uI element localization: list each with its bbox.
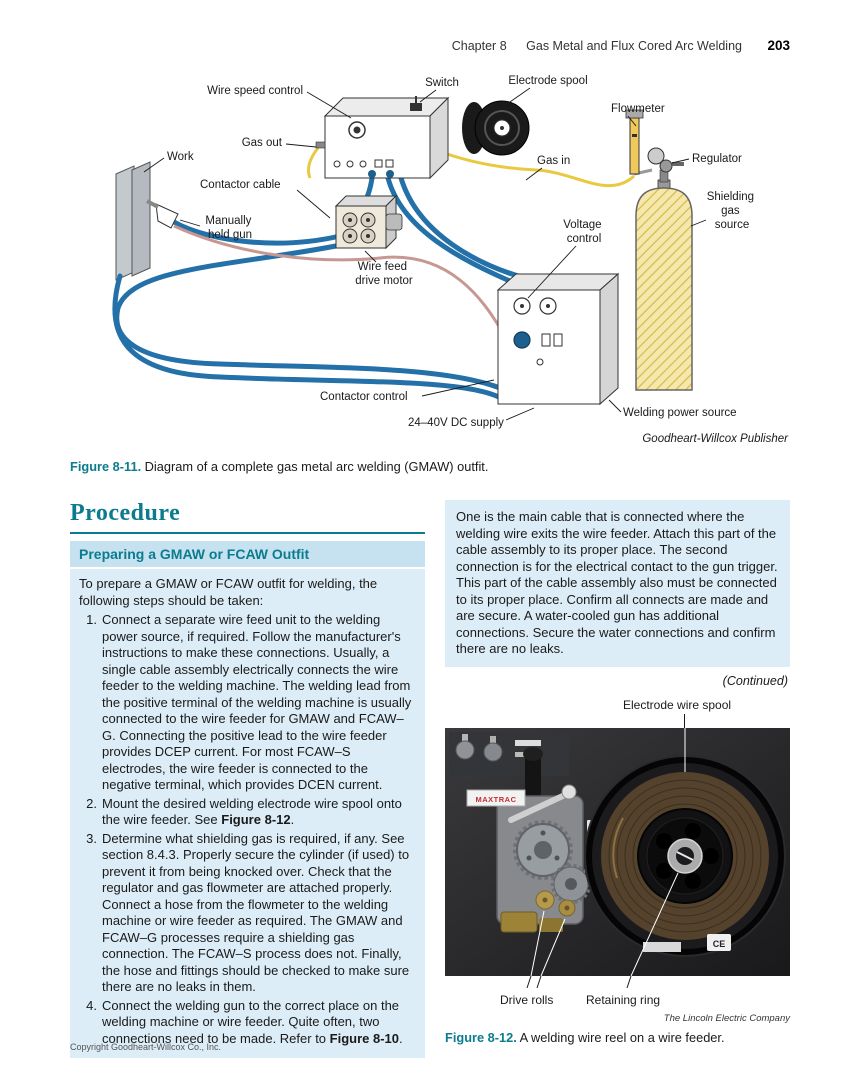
procedure-body <box>70 569 425 1058</box>
step-number: 4. <box>86 997 97 1013</box>
figure-8-11-credit: Goodheart-Willcox Publisher <box>642 433 788 445</box>
work-piece <box>116 162 150 280</box>
figure-8-11-caption-label: Figure 8-11. <box>70 459 142 474</box>
step-number: 1. <box>86 612 97 627</box>
photo-brand-label: MAXTRAC <box>475 794 517 804</box>
label-switch: Switch <box>425 77 459 89</box>
page-number: 203 <box>767 38 790 53</box>
step-text: Mount the desired welding electrode wire spool onto the wire feeder. See Figure 8-12. <box>102 795 402 827</box>
chapter-title: Gas Metal and Flux Cored Arc Welding <box>526 39 742 53</box>
procedure-intro: To prepare a GMAW or FCAW outfit for welding, the following steps should be taken: <box>79 576 378 608</box>
figure-8-11 <box>70 74 790 474</box>
label-wire-feed-drive-motor: Wire feed drive motor <box>355 261 413 287</box>
procedure-heading: Procedure <box>70 500 425 534</box>
figure-8-12-caption-label: Figure 8-12. <box>445 1029 517 1045</box>
figure-8-11-caption <box>70 459 790 474</box>
label-wire-speed-control: Wire speed control <box>207 85 303 97</box>
electrode-spool-part <box>462 101 529 155</box>
continued-note: (Continued) <box>722 673 788 688</box>
running-head <box>70 38 790 53</box>
label-regulator: Regulator <box>692 153 742 165</box>
label-shielding-gas-source: Shielding gas source <box>706 191 755 231</box>
photo-switch-panel <box>449 732 569 776</box>
electrode-wire-spool-pointer-line <box>684 714 685 728</box>
figure-8-11-caption-text: Diagram of a complete gas metal arc welding (GMAW) outfit. <box>141 459 489 474</box>
procedure-steps <box>79 612 416 1047</box>
step-text: Connect a separate wire feed unit to the welding power source, if required. Follow the manufacturer's instructions to make these connections. Usually, a single cable assembly electrically connects the wire feeder to the welding machine. The welding lead from the positive terminal of the welding machine is usually connected to the wire feeder for GMAW and FCAW–G. Connecting the positive lead to the wire feeder provides DCEP current. For most FCAW–S electrodes, the wire feeder is connected to the negative terminal, which provides DCEN current. <box>102 612 412 792</box>
copyright-footer: Copyright Goodheart-Willcox Co., Inc. <box>70 1042 222 1052</box>
flowmeter-part <box>626 110 652 174</box>
label-dc-supply: 24–40V DC supply <box>408 417 504 429</box>
figure-8-12-bottom-labels <box>445 993 790 1009</box>
label-flowmeter: Flowmeter <box>611 103 665 115</box>
regulator-part <box>648 148 684 182</box>
step-text: Connect the welding gun to the correct place on the welding machine or wire feeder. Quite often, two connections need to be made. Refer to Figure 8-10. <box>102 997 403 1046</box>
welding-power-source-box <box>498 274 618 404</box>
chapter-number: Chapter 8 <box>451 39 507 53</box>
label-contactor-control: Contactor control <box>320 391 408 403</box>
wire-feed-motor <box>336 196 402 248</box>
wire-feeder-photo <box>445 728 790 988</box>
label-drive-rolls: Drive rolls <box>500 992 554 1007</box>
label-electrode-spool: Electrode spool <box>508 75 588 87</box>
gas-cylinder <box>636 180 692 390</box>
procedure-step <box>79 796 416 829</box>
wire-feeder-unit <box>316 96 448 178</box>
procedure-continuation-box <box>445 500 790 667</box>
body-columns <box>70 500 790 1058</box>
label-gas-out: Gas out <box>241 137 282 149</box>
ce-mark: CE <box>712 938 726 949</box>
label-electrode-wire-spool: Electrode wire spool <box>623 697 732 712</box>
label-work: Work <box>167 151 194 163</box>
figure-8-12-caption <box>445 1030 790 1045</box>
procedure-step <box>79 998 416 1048</box>
step-number: 2. <box>86 795 97 811</box>
procedure-step <box>79 831 416 996</box>
step-number: 3. <box>86 830 97 846</box>
gmaw-outfit-diagram <box>70 74 790 446</box>
procedure-step <box>79 612 416 794</box>
label-gas-in: Gas in <box>537 155 571 167</box>
figure-8-12-caption-text: A welding wire reel on a wire feeder. <box>516 1029 725 1045</box>
right-column <box>445 500 790 1045</box>
figure-8-12 <box>445 698 790 1045</box>
procedure-box <box>70 541 425 1058</box>
photo-wire-spool <box>585 756 785 956</box>
figure-8-12-credit: The Lincoln Electric Company <box>663 1012 790 1024</box>
procedure-subtitle: Preparing a GMAW or FCAW Outfit <box>70 541 425 569</box>
figure-8-12-top-label-row <box>445 698 790 728</box>
label-retaining-ring: Retaining ring <box>586 992 661 1007</box>
welding-gun <box>147 201 178 228</box>
step-text: Determine what shielding gas is required, if any. See section 8.4.3. Properly secure the cylinder (if used) to prevent it from being knocked over. Check that the regulator and gas flowmeter are attached properly. Connect a hose from the flowmeter to the welding machine or wire feeder as required. The GMAW and FCAW–G processes require a shielding gas connection. The FCAW–S process does not. Finally, the hose and fittings should be checked to make sure there are no leaks in them. <box>102 830 410 994</box>
label-welding-power-source: Welding power source <box>623 407 737 419</box>
label-voltage-control: Voltage control <box>563 219 602 245</box>
label-manually-held-gun: Manually held gun <box>205 215 253 241</box>
left-column <box>70 500 425 1058</box>
procedure-continuation-text: One is the main cable that is connected where the welding wire exits the wire feeder. Attach this part of the cable assembly to its proper place. The second connection is for the electrical contact to the gun trigger. This part of the cable assembly also must be connected to its proper place. Confirm all connects are made and are secure. A water-cooled gun has additional connections. Secure the water connections and confirm there are no leaks. <box>456 509 778 656</box>
label-contactor-cable: Contactor cable <box>200 179 281 191</box>
